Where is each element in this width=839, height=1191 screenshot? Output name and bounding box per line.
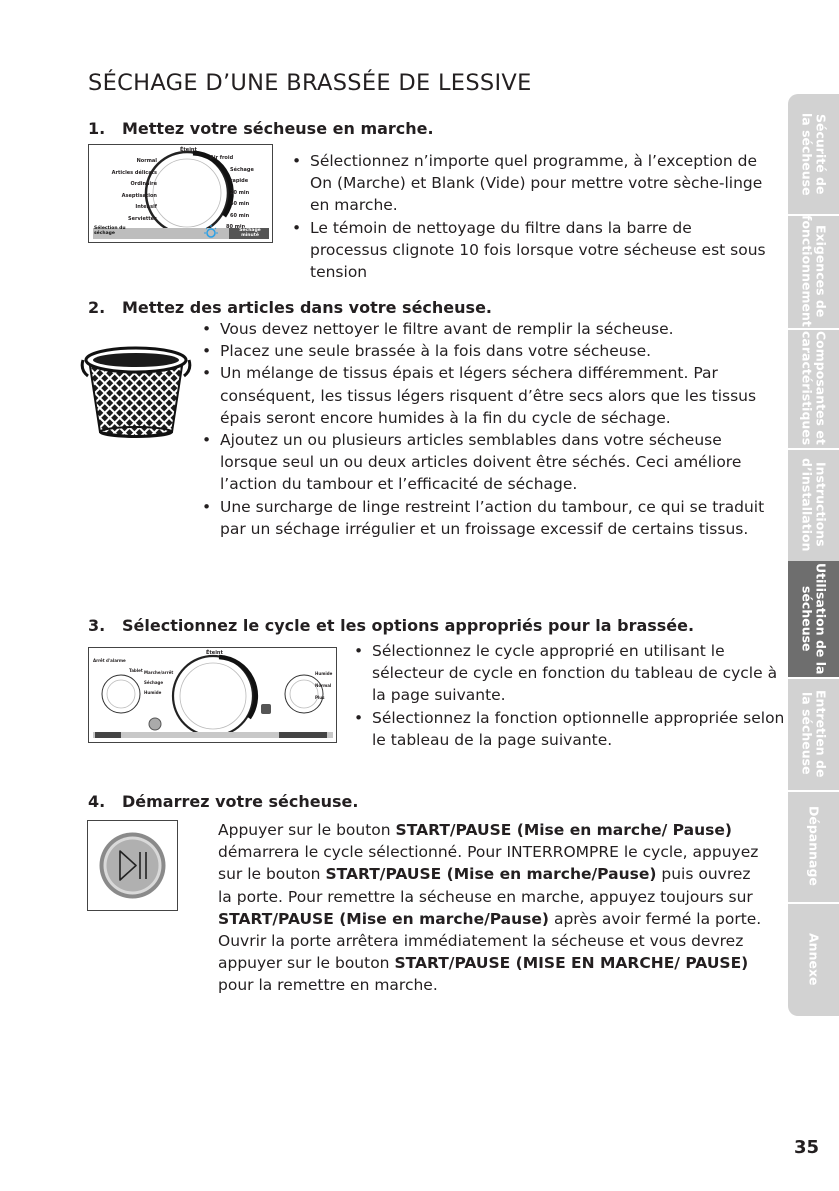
page-title: SÉCHAGE D’UNE BRASSÉE DE LESSIVE <box>88 70 532 96</box>
panel-label: Humide <box>315 671 333 676</box>
panel-label: Tablet <box>129 668 143 673</box>
tab-composantes[interactable] <box>788 328 839 450</box>
section-tab-bar <box>788 94 839 1016</box>
panel-label: Arrêt d'alarme <box>93 658 126 663</box>
list-item: • Sélectionnez le cycle approprié en utilisant le sélecteur de cycle en fonction du tableau de cycle à la page suivante. <box>350 640 795 707</box>
dial-right-labels <box>210 153 270 234</box>
panel-label: Plus <box>315 695 325 700</box>
step-heading-text: Mettez votre sécheuse en marche. <box>122 119 434 138</box>
step-3-heading <box>88 616 694 635</box>
dial-label: Normal <box>136 158 157 164</box>
list-item: • Une surcharge de linge restreint l’action du tambour, ce qui se traduit par un séchage irrégulier et un froissage excessif de certains tissus. <box>198 496 768 540</box>
dial-label: 40 min <box>230 201 250 207</box>
panel-label-top: Éteint <box>206 650 223 656</box>
text-run: démarrera le cycle sélectionné. Pour INTERROMPRE le cycle, appuyez sur le bouton <box>218 843 759 884</box>
laundry-basket-icon <box>80 340 192 440</box>
tab-label: Sécurité de la sécheuse <box>799 112 829 196</box>
list-item: • Ajoutez un ou plusieurs articles semblables dans votre sécheuse lorsque seul un ou deux articles doivent être séchés. Ceci améliore l’action du tambour et l’efficacité de séchage. <box>198 429 768 496</box>
dial-label: Air froid <box>210 155 234 161</box>
panel-label: Normal <box>315 683 332 688</box>
step-number: 3. <box>88 616 106 635</box>
tab-instructions[interactable] <box>788 448 839 563</box>
dial-label: Ordinaire <box>130 181 157 187</box>
start-pause-icon <box>88 821 177 910</box>
tab-label: Utilisation de la sécheuse <box>799 563 829 675</box>
tab-label: Exigences de fonctionnement <box>799 215 829 327</box>
dial-label: 20 min <box>230 189 250 196</box>
dial-label: 60 min <box>230 212 250 219</box>
dial-label: Séchage rapide <box>230 166 254 184</box>
step-number: 4. <box>88 792 106 811</box>
step-number: 1. <box>88 119 106 138</box>
panel-right-labels <box>315 668 332 704</box>
step-2-list <box>198 318 768 540</box>
dial-label: Articles délicats <box>111 169 157 176</box>
list-item: • Placez une seule brassée à la fois dans votre sécheuse. <box>198 340 768 362</box>
step-1-heading <box>88 119 434 138</box>
tab-exigences[interactable] <box>788 214 839 330</box>
text-run: Appuyer sur le bouton <box>218 821 396 839</box>
dial-bar-left-label: Sélection du séchage <box>94 226 126 236</box>
step-2-heading <box>88 298 492 317</box>
panel-left-labels <box>93 656 143 676</box>
panel-label: Séchage <box>144 680 164 685</box>
step-heading-text: Démarrez votre sécheuse. <box>122 792 359 811</box>
list-item: • Sélectionnez n’importe quel programme, à l’exception de On (Marche) et Blank (Vide) pour mettre votre sèche-linge en marche. <box>288 150 768 217</box>
list-item: • Un mélange de tissus épais et légers séchera différemment. Par conséquent, les tissus légers risquent d’être secs alors que les tissus épais seront encore humides à la fin du cycle de séchage. <box>198 362 768 429</box>
list-item: • Le témoin de nettoyage du filtre dans la barre de processus clignote 10 fois lorsque votre sécheuse est sous tension <box>288 217 768 284</box>
text-run: pour la remettre en marche. <box>218 976 438 995</box>
start-pause-label: START/PAUSE (MISE EN MARCHE/ PAUSE) <box>394 954 749 973</box>
list-item: • Sélectionnez la fonction optionnelle appropriée selon le tableau de la page suivante. <box>350 707 795 751</box>
page-number: 35 <box>794 1137 820 1158</box>
tab-label: Dépannage <box>806 806 822 886</box>
step-4-heading <box>88 792 358 811</box>
tab-securite[interactable] <box>788 94 839 216</box>
dial-label: Intensif <box>135 204 157 210</box>
control-panel-figure <box>88 647 337 743</box>
tab-label: Annexe <box>806 932 822 986</box>
panel-label: Marche/arrêt <box>144 670 174 675</box>
step-3-list <box>350 640 795 751</box>
list-item: • Vous devez nettoyer le filtre avant de remplir la sécheuse. <box>198 318 768 340</box>
step-number: 2. <box>88 298 106 317</box>
step-1-list <box>288 150 768 283</box>
tab-entretien[interactable] <box>788 677 839 792</box>
step-heading-text: Mettez des articles dans votre sécheuse. <box>122 298 492 317</box>
text-run: puis ouvrez la porte. Pour remettre la sécheuse en marche, appuyez toujours sur <box>218 865 753 906</box>
step-heading-text: Sélectionnez le cycle et les options appropriés pour la brassée. <box>122 616 695 635</box>
dryer-dial-figure <box>88 144 273 243</box>
tab-label: Entretien de la sécheuse <box>799 689 829 778</box>
panel-label: Humide <box>144 690 162 695</box>
tab-label: Instructions d’installation <box>799 457 829 552</box>
dial-left-labels <box>93 156 157 225</box>
step-4-paragraph <box>218 819 763 997</box>
dial-bar-right-label: Séchage minuté <box>239 228 261 238</box>
dial-label: Serviettes <box>128 215 157 222</box>
text-run: après avoir fermé la porte. Ouvrir la porte arrêtera immédiatement la sécheuse et vous devrez appuyer sur le bouton <box>218 909 762 973</box>
tab-label: Composantes et caractéristiques <box>799 330 829 446</box>
tab-utilisation[interactable] <box>788 561 839 679</box>
dial-label: 80 min <box>226 224 246 230</box>
dial-label-top: Éteint <box>180 147 197 153</box>
tab-depannage[interactable] <box>788 790 839 904</box>
start-pause-label: START/PAUSE (Mise en marche/Pause) <box>218 909 550 928</box>
panel-center-labels <box>144 668 173 698</box>
tab-annexe[interactable] <box>788 902 839 1016</box>
start-pause-label: START/PAUSE (Mise en marche/Pause) <box>325 865 657 884</box>
start-pause-button-figure <box>87 820 178 911</box>
start-pause-label: START/PAUSE (Mise en marche/ Pause) <box>395 821 732 839</box>
dial-label: Aseptisation <box>121 192 157 199</box>
